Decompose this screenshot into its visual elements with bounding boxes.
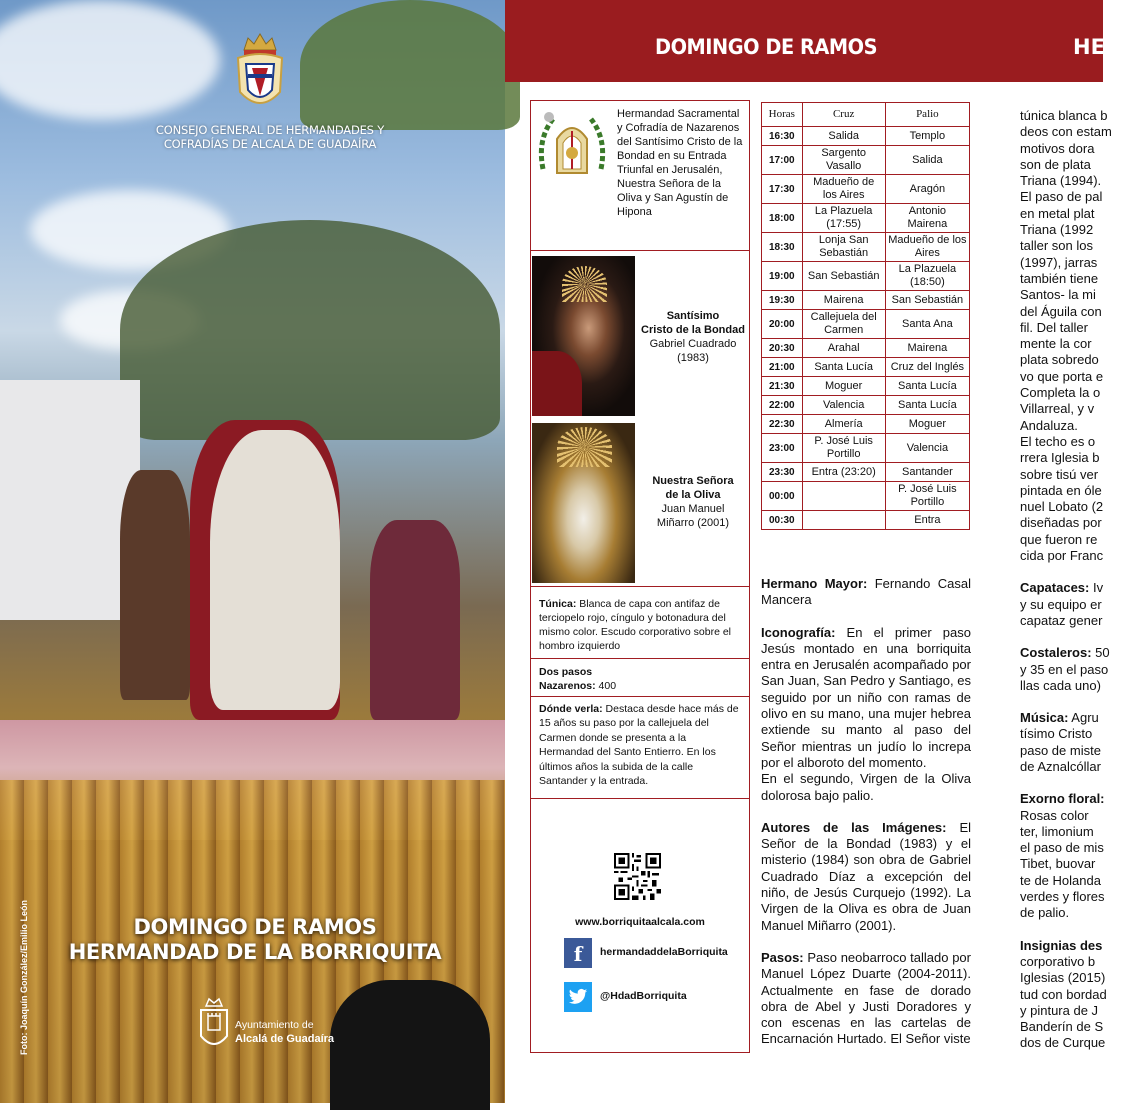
cell-hora: 22:00 [762, 396, 803, 415]
cell-hora: 23:30 [762, 463, 803, 482]
schedule-header-row [762, 103, 970, 127]
cell-palio: Entra [885, 511, 969, 530]
continued-line: taller son los [1020, 238, 1093, 254]
pasos-text: Paso neobarroco tallado por Manuel López Duarte (2004-2011). Actualmente en fase de dorado obra de Abel y Justi Doradores y con escenas en las cartelas de Encarnación Hurtado. El Señor viste [761, 949, 971, 1047]
virgen-author: Juan Manuel [661, 503, 725, 515]
table-row [762, 146, 970, 175]
continued-line: Banderín de S [1020, 1019, 1104, 1035]
hermano-mayor-text: Fernando Casal Mancera [761, 576, 971, 608]
hermano-mayor-label: Hermano Mayor: [761, 576, 868, 591]
cristo-photo [532, 256, 635, 416]
table-row [762, 377, 970, 396]
header-horas: Horas [762, 103, 803, 127]
hermandad-info-box [530, 100, 750, 1053]
continued-line: diseñadas por [1020, 515, 1102, 531]
cell-palio: P. José Luis Portillo [885, 482, 969, 511]
continued-block [1020, 645, 1110, 694]
continued-line: de palio. [1020, 905, 1070, 921]
donde-label: Dónde verla: [539, 703, 603, 715]
ayuntamiento-line-1: Ayuntamiento de [235, 1019, 314, 1031]
cell-cruz: Entra (23:20) [802, 463, 885, 482]
cell-palio: Cruz del Inglés [885, 358, 969, 377]
continued-line: Rosas color [1020, 807, 1089, 823]
table-row [762, 339, 970, 358]
cell-cruz: Sargento Vasallo [802, 146, 885, 175]
cell-cruz [802, 482, 885, 511]
continued-text-block [1020, 108, 1112, 564]
table-row [762, 291, 970, 310]
continued-line: ter, limonium [1020, 823, 1094, 839]
virgen-name-2: de la Oliva [665, 489, 721, 501]
continued-line: mente la cor [1020, 336, 1092, 352]
cell-cruz: Salida [802, 127, 885, 146]
continued-blocks [1020, 580, 1110, 1051]
twitter-handle: @HdadBorriquita [600, 990, 687, 1002]
continued-line: El techo es o [1020, 433, 1096, 449]
continued-line: te de Holanda [1020, 872, 1101, 888]
cell-cruz: Lonja San Sebastián [802, 233, 885, 262]
cristo-year: (1983) [677, 352, 709, 364]
ayuntamiento-shield-icon [198, 996, 230, 1054]
cell-hora: 23:00 [762, 434, 803, 463]
continued-line: El paso de pal [1020, 189, 1103, 205]
cell-cruz: Moguer [802, 377, 885, 396]
table-row [762, 482, 970, 511]
continued-line: cida por Franc [1020, 548, 1104, 564]
continued-line: Insignias des [1020, 937, 1103, 953]
cell-hora: 20:00 [762, 310, 803, 339]
continued-line: son de plata [1020, 156, 1091, 172]
cell-cruz: Mairena [802, 291, 885, 310]
pasos-label: Pasos: [761, 949, 804, 965]
cell-cruz: Arahal [802, 339, 885, 358]
table-row [762, 262, 970, 291]
council-line-1: CONSEJO GENERAL DE HERMANDADES Y [155, 123, 385, 137]
header-cruz: Cruz [802, 103, 885, 127]
continued-line: Andaluza. [1020, 417, 1078, 433]
continued-line: y su equipo er [1020, 596, 1102, 612]
table-row [762, 175, 970, 204]
cell-hora: 21:00 [762, 358, 803, 377]
cell-palio: Aragón [885, 175, 969, 204]
cell-hora: 00:00 [762, 482, 803, 511]
continued-line: Capataces: Iv [1020, 580, 1104, 596]
facebook-link[interactable] [564, 938, 744, 968]
council-name [120, 123, 420, 151]
continued-line: y pintura de J [1020, 1002, 1099, 1018]
table-row [762, 463, 970, 482]
continued-line: vo que porta e [1020, 368, 1104, 384]
table-row [762, 415, 970, 434]
continued-line: Tibet, buovar [1020, 856, 1096, 872]
tunica-section [531, 587, 749, 659]
hermano-mayor-paragraph [761, 576, 971, 609]
facebook-handle: hermandaddelaBorriquita [600, 946, 728, 958]
continued-line: Villarreal, y v [1020, 401, 1095, 417]
cell-palio: Santa Lucía [885, 396, 969, 415]
continued-block [1020, 580, 1103, 629]
table-row [762, 127, 970, 146]
next-page-title: HER [1073, 35, 1121, 59]
continued-line: plata sobredo [1020, 352, 1099, 368]
pasos-paragraph [761, 950, 971, 1048]
cell-cruz [802, 511, 885, 530]
table-row [762, 396, 970, 415]
cell-hora: 18:00 [762, 204, 803, 233]
pasos-section [531, 659, 749, 697]
cell-hora: 20:30 [762, 339, 803, 358]
council-crest-icon [232, 30, 288, 120]
cell-hora: 22:30 [762, 415, 803, 434]
cell-palio: Santa Ana [885, 310, 969, 339]
cell-hora: 19:00 [762, 262, 803, 291]
cell-hora: 19:30 [762, 291, 803, 310]
cell-cruz: Valencia [802, 396, 885, 415]
continued-line: que fueron re [1020, 531, 1098, 547]
qr-code-icon[interactable] [614, 853, 661, 900]
image2-section [531, 421, 749, 587]
table-row [762, 310, 970, 339]
table-row [762, 358, 970, 377]
cell-hora: 16:30 [762, 127, 803, 146]
continued-line: nuel Lobato (2 [1020, 499, 1104, 515]
continued-block [1020, 937, 1107, 1052]
ayuntamiento-line-2: Alcalá de Guadaíra [235, 1033, 335, 1045]
donde-section [531, 697, 749, 799]
iconografia-paragraph [761, 625, 971, 772]
continued-line: motivos dora [1020, 140, 1095, 156]
autores-text: El Señor de la Bondad (1983) y el misterio (1984) son obra de Gabriel Cuadrado Díaz a excepción del niño, de Jesús Curquejo (1992). La Virgen de la Oliva es obra de Juan Manuel Miñarro (2001). [761, 819, 971, 933]
cell-hora: 00:30 [762, 511, 803, 530]
virgen-name-1: Nuestra Señora [652, 475, 734, 487]
cell-palio: Antonio Mairena [885, 204, 969, 233]
continued-column [1020, 108, 1112, 1068]
virgen-year: Miñarro (2001) [656, 517, 730, 529]
continued-line: Iglesias (2015) [1020, 970, 1106, 986]
hermandad-full-name: Hermandad Sacramental y Cofradía de Nazarenos del Santísimo Cristo de la Bondad en su Entrada Triunfal en Jerusalén, Nuestra Señora de la Oliva y San Agustín de Hipona [617, 108, 743, 218]
continued-line: sobre tisú ver [1020, 466, 1099, 482]
continued-line: llas cada uno) [1020, 677, 1101, 693]
cell-palio: Madueño de los Aires [885, 233, 969, 262]
continued-line: Exorno floral: [1020, 791, 1105, 807]
cell-cruz: Almería [802, 415, 885, 434]
photo-credit: Foto: Joaquín González/Emilio León [19, 900, 29, 1055]
continued-line: fil. Del taller [1020, 319, 1088, 335]
cell-cruz: P. José Luis Portillo [802, 434, 885, 463]
autores-paragraph [761, 820, 971, 934]
nazarenos-label: Nazarenos: [539, 680, 596, 692]
table-row [762, 511, 970, 530]
iconografia-label: Iconografía: [761, 624, 836, 640]
cell-palio: Templo [885, 127, 969, 146]
image1-section [531, 251, 749, 421]
virgen-caption [639, 474, 747, 530]
cover-photo [0, 0, 505, 1103]
iconografia-text: En el primer paso Jesús montado en una borriquita entra en Jerusalén acompañado por San Juan, San Pedro y Santiago, es seguido por un niño con ramas de olivo en su mano, una mujer hebrea extiende su manto al paso del Señor mientras un judío lo increpa por el alboroto del momento. [761, 624, 971, 770]
nazarenos-value: 400 [598, 680, 617, 692]
continued-line: capataz gener [1020, 612, 1103, 628]
cell-hora: 18:30 [762, 233, 803, 262]
virgen-photo [532, 423, 635, 583]
continued-line: de Aznalcóllar [1020, 758, 1101, 774]
cell-palio: San Sebastián [885, 291, 969, 310]
hermandad-emblem-icon [537, 109, 607, 189]
continued-line: Música: Agru [1020, 710, 1099, 726]
cell-cruz: San Sebastián [802, 262, 885, 291]
cristo-author: Gabriel Cuadrado [649, 338, 737, 350]
cell-cruz: Callejuela del Carmen [802, 310, 885, 339]
cell-hora: 17:30 [762, 175, 803, 204]
header-palio: Palio [885, 103, 969, 127]
ayuntamiento-logo [198, 996, 358, 1056]
continued-line: paso de miste [1020, 742, 1101, 758]
page-title: DOMINGO DE RAMOS [655, 35, 878, 59]
continued-line: Santos- la mi [1020, 287, 1096, 303]
continued-line: corporativo b [1020, 953, 1096, 969]
continued-line: verdes y flores [1020, 889, 1105, 905]
cell-palio: Salida [885, 146, 969, 175]
continued-line: Costaleros: 50 [1020, 645, 1110, 661]
website-link[interactable]: www.borriquitaalcala.com [575, 916, 705, 928]
table-row [762, 204, 970, 233]
cell-hora: 17:00 [762, 146, 803, 175]
continued-line: túnica blanca b [1020, 108, 1108, 123]
continued-line: del Águila con [1020, 303, 1102, 319]
continued-block [1020, 791, 1103, 921]
continued-line: pintada en óle [1020, 482, 1102, 498]
continued-block [1020, 710, 1103, 775]
continued-line: (1997), jarras [1020, 254, 1098, 270]
cell-palio: Moguer [885, 415, 969, 434]
autores-label: Autores de las Imágenes: [761, 819, 947, 835]
continued-line: tud con bordad [1020, 986, 1107, 1002]
donde-text: Destaca desde hace más de 15 años su paso por la callejuela del Carmen donde se presenta a la Hermandad del Santo Entierro. En los últimos años la subida de la calle Santander y la entrada. [539, 703, 739, 788]
schedule-table [761, 102, 970, 530]
cell-cruz: Santa Lucía [802, 358, 885, 377]
cover-title-line-2: HERMANDAD DE LA BORRIQUITA [68, 940, 442, 964]
cristo-name-1: Santísimo [666, 310, 720, 322]
cell-palio: La Plazuela (18:50) [885, 262, 969, 291]
cover-title-line-1: DOMINGO DE RAMOS [133, 915, 377, 939]
cover-title [60, 915, 450, 965]
continued-line: deos con estam [1020, 124, 1112, 140]
cell-cruz: La Plazuela (17:55) [802, 204, 885, 233]
table-row [762, 233, 970, 262]
twitter-icon [564, 982, 592, 1012]
continued-line: dos de Curque [1020, 1035, 1106, 1051]
cell-cruz: Madueño de los Aires [802, 175, 885, 204]
continued-line: en metal plat [1020, 205, 1095, 221]
details-column [761, 576, 971, 1064]
cell-hora: 21:30 [762, 377, 803, 396]
hermandad-header [531, 101, 749, 251]
cell-palio: Mairena [885, 339, 969, 358]
continued-line: y 35 en el paso [1020, 661, 1109, 677]
continued-line: tísimo Cristo [1020, 726, 1093, 742]
table-row [762, 434, 970, 463]
cristo-caption [639, 309, 747, 365]
cristo-name-2: Cristo de la Bondad [641, 324, 745, 336]
continued-line: Completa la o [1020, 385, 1101, 401]
iconografia-paragraph-2: En el segundo, Virgen de la Oliva dolorosa bajo palio. [761, 771, 971, 803]
council-line-2: COFRADÍAS DE ALCALÁ DE GUADAÍRA [163, 137, 377, 151]
pasos-count: Dos pasos [539, 666, 593, 678]
tunica-text: Blanca de capa con antifaz de terciopelo rojo, cíngulo y botonadura del mismo color. Escudo corporativo sobre el hombro izquierdo [539, 598, 731, 652]
continued-line: también tiene [1020, 270, 1099, 286]
cell-palio: Santander [885, 463, 969, 482]
twitter-link[interactable] [564, 982, 744, 1012]
tunica-label: Túnica: [539, 598, 577, 610]
cell-palio: Valencia [885, 434, 969, 463]
continued-line: Triana (1994). [1020, 173, 1102, 189]
cell-palio: Santa Lucía [885, 377, 969, 396]
continued-line: el paso de mis [1020, 840, 1104, 856]
facebook-icon: f [564, 938, 592, 968]
page-banner [505, 0, 1121, 82]
continued-line: rrera Iglesia b [1020, 450, 1100, 466]
continued-line: Triana (1992 [1020, 222, 1094, 238]
